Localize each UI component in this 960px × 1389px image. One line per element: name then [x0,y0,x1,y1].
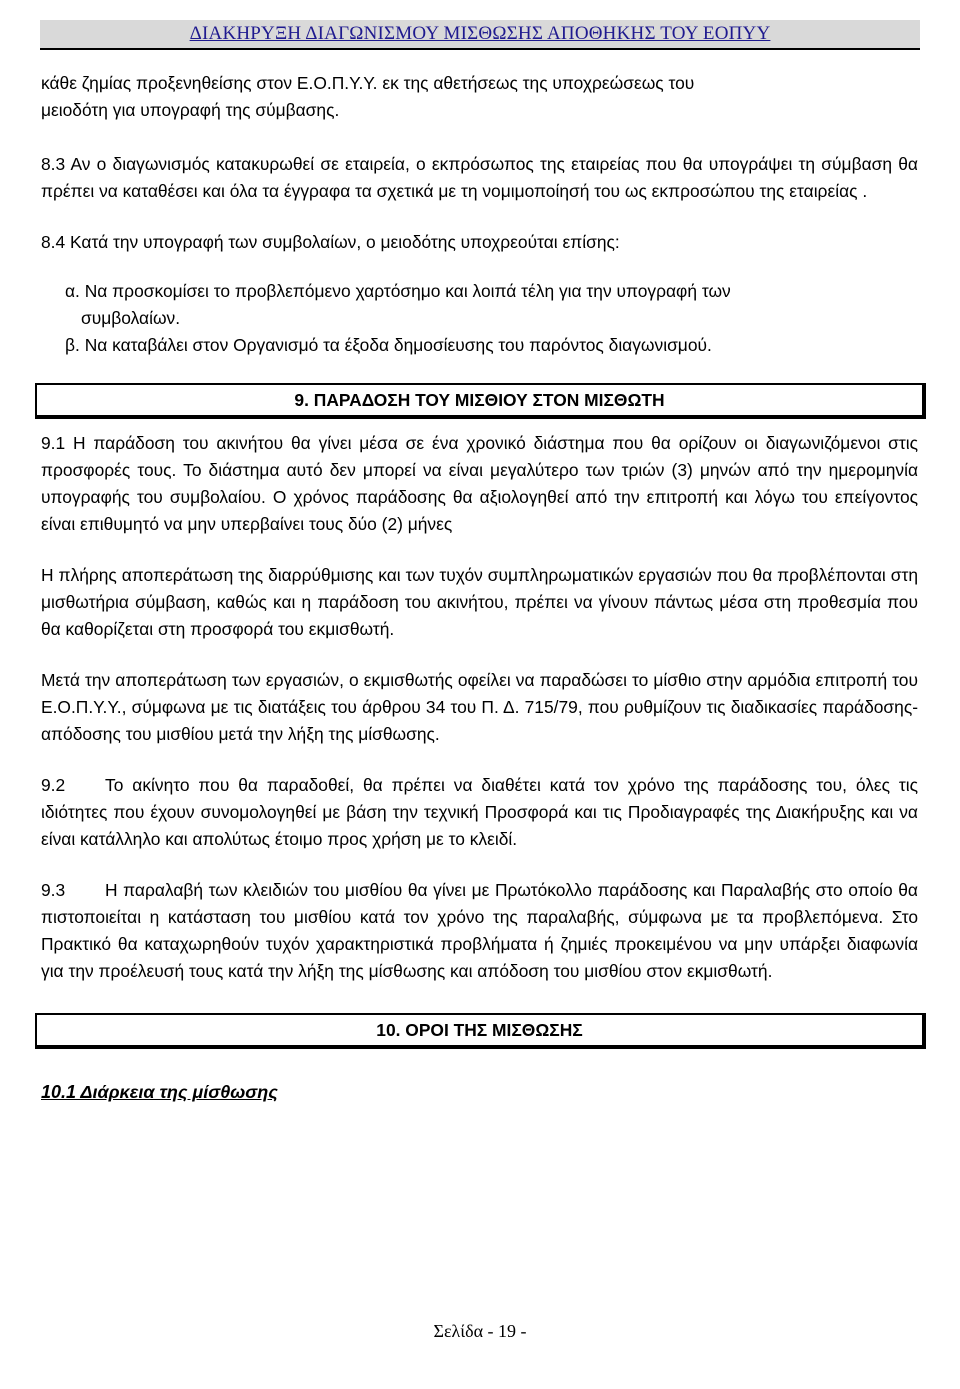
paragraph-9-3 [41,877,918,985]
paragraph-9-2 [41,772,918,853]
page-header [40,20,920,50]
paragraph-after-works: Μετά την αποπεράτωση των εργασιών, ο εκμισθωτής οφείλει να παραδώσει το μίσθιο στην αρμόδια επιτροπή του Ε.Ο.Π.Υ.Υ., σύμφωνα με τις διατάξεις του άρθρου 34 του Π. Δ. 715/79, που ρυθμίζουν τις διαδικασίες παράδοσης- απόδοσης του μισθίου μετά την λήξη της μίσθωσης. [41,670,918,744]
list-item-b [65,332,918,359]
page-number: Σελίδα - 19 - [433,1321,527,1341]
section-9-heading: 9. ΠΑΡΑΔΟΣΗ ΤΟΥ ΜΙΣΘΙΟΥ ΣΤΟΝ ΜΙΣΘΩΤΗ [35,383,926,419]
paragraph-9-3-text: Η παραλαβή των κλειδιών του μισθίου θα γίνει με Πρωτόκολλο παράδοσης και Παραλαβής στο οποίο θα πιστοποιείται η κατάσταση του μισθίου κατά τον χρόνο της παραλαβής, σύμφωνα με τα προβλεπόμενα. Στο Πρακτικό θα καταχωρηθούν τυχόν χαρακτηριστικά προβλήματα ή ζημιές προκειμένου να μην υπάρξει διαφωνία για την προέλευσή τους κατά την λήξη της μίσθωσης και απόδοση του μισθίου στον εκμισθωτή. [41,880,918,981]
intro-line-2: μειοδότη για υπογραφή της σύμβασης. [41,100,340,120]
subsection-10-1-heading: 10.1 Διάρκεια της μίσθωσης [41,1082,278,1102]
list-item-a-label: α. [65,281,80,301]
header-title: ΔΙΑΚΗΡΥΞΗ ΔΙΑΓΩΝΙΣΜΟΥ ΜΙΣΘΩΣΗΣ ΑΠΟΘΗΚΗΣ ΤΟΥ ΕΟΠΥΥ [189,23,771,44]
list-item-a-text-2: συμβολαίων. [81,308,181,328]
paragraph-full-completion: Η πλήρης αποπεράτωση της διαρρύθμισης και των τυχόν συμπληρωματικών εργασιών που θα προβλέπονται στη μισθωτήρια σύμβαση, καθώς και η παράδοση του ακινήτου, πρέπει να γίνουν πάντως μέσα στη προθεσμία που θα καθορίζεται στη προσφορά του εκμισθωτή. [41,565,918,639]
list-item-b-label: β. [65,335,80,355]
intro-line-1: κάθε ζημίας προξενηθείσης στον Ε.Ο.Π.Υ.Υ. εκ της αθετήσεως της υποχρεώσεως του [41,73,695,93]
paragraph-9-3-number: 9.3 [41,880,66,900]
list-item-a-text-1: Να προσκομίσει το προβλεπόμενο χαρτόσημο και λοιπά τέλη για την υπογραφή των [84,281,731,301]
paragraph-9-2-number: 9.2 [41,775,66,795]
list-item-a [65,278,918,332]
section-10-heading: 10. ΟΡΟΙ ΤΗΣ ΜΙΣΘΩΣΗΣ [35,1013,926,1049]
paragraph-9-2-text: Το ακίνητο που θα παραδοθεί, θα πρέπει να διαθέτει κατά τον χρόνο της παράδοσης του, όλες τις ιδιότητες που έχουν συνομολογηθεί με βάση την τεχνική Προσφορά και τις Προδιαγραφές της Διακήρυξης και να είναι κατάλληλο και απολύτως έτοιμο προς χρήση με το κλειδί. [41,775,918,849]
paragraph-9-1: 9.1 Η παράδοση του ακινήτου θα γίνει μέσα σε ένα χρονικό διάστημα που θα ορίζουν οι διαγωνιζόμενοι στις προσφορές τους. Το διάστημα αυτό δεν μπορεί να είναι μεγαλύτερο των τριών (3) μηνών από την ημερομηνία υπογραφής του συμβολαίου. Ο χρόνος παράδοσης θα αξιολογηθεί από την επιτροπή και λόγω του επείγοντος είναι επιθυμητό να μην υπερβαίνει τους δύο (2) μήνες [41,433,918,534]
paragraph-8-4: 8.4 Κατά την υπογραφή των συμβολαίων, ο μειοδότης υποχρεούται επίσης: [41,232,620,252]
list-8-4 [65,278,918,359]
list-item-b-text: Να καταβάλει στον Οργανισμό τα έξοδα δημοσίευσης του παρόντος διαγωνισμού. [84,335,712,355]
document-body [41,70,918,1106]
paragraph-8-3: 8.3 Αν ο διαγωνισμός κατακυρωθεί σε εταιρεία, ο εκπρόσωπος της εταιρείας που θα υπογράψει τη σύμβαση θα πρέπει να καταθέσει και όλα τα έγγραφα τα σχετικά με τη νομιμοποίησή του ως εκπροσώπου της εταιρείας . [41,154,918,201]
